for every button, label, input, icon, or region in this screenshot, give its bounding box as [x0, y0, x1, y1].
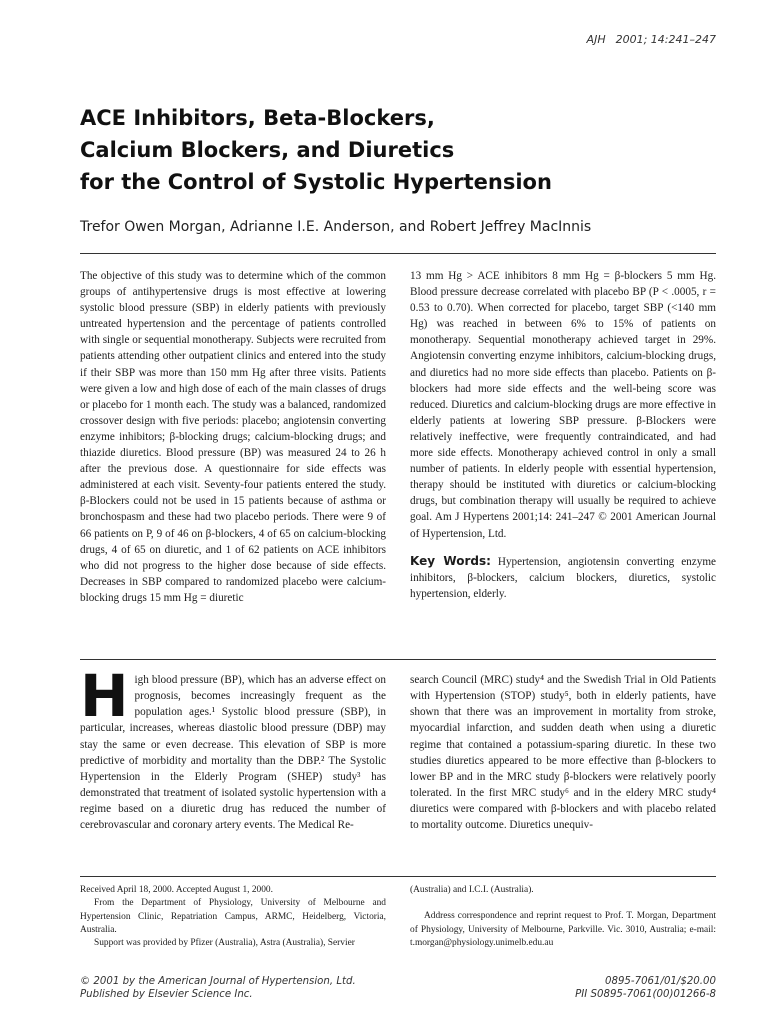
notes-divider: [80, 876, 716, 877]
journal-abbreviation: AJH: [586, 33, 606, 46]
journal-citation: [587, 33, 716, 46]
issn-price: 0895-7061/01/$20.00: [604, 976, 716, 987]
affiliation-note: From the Department of Physiology, University of Melbourne and Hypertension Clinic, Repatriation Campus, ARMC, Heidelberg, Victoria, Australia.: [80, 898, 386, 935]
correspondence-note: Address correspondence and reprint request to Prof. T. Morgan, Department of Physiology, University of Melbourne, Parkville. Vic. 3010, Australia; e-mail: t.morgan@physiology.unimelb.edu.au: [410, 911, 716, 948]
body-column-right: [410, 672, 716, 834]
footer-left: [80, 975, 356, 1001]
support-note: Support was provided by Pfizer (Australia), Astra (Australia), Servier: [94, 938, 355, 949]
notes-column-left: [80, 884, 386, 950]
title-line-1: ACE Inhibitors, Beta-Blockers,: [80, 106, 435, 130]
received-dates: Received April 18, 2000. Accepted August 1, 2000.: [80, 885, 273, 895]
volume-pages: 2001; 14:241–247: [615, 33, 716, 46]
intro-text-left: igh blood pressure (BP), which has an adverse effect on prognosis, becomes increasingly frequent as the population ages.¹ Systolic blood pressure (SBP), in particular, increases, whereas diastolic blood pressure (DBP) may stay the same or even decrease. This elevation of SBP is more predictive of morbidity and mortality than the DBP.² The Systolic Hypertension in the Elderly Program (SHEP) study³ has demonstrated that treatment of isolated systolic hypertension with a regime based on a diuretic drug has reduced the number of cerebrovascular and coronary artery events. The Medical Re-: [80, 674, 386, 832]
abstract-text-right: 13 mm Hg > ACE inhibitors 8 mm Hg = β-blockers 5 mm Hg. Blood pressure decrease correlated with placebo BP (P < .0005, r = 0.53 to 0.70). When corrected for placebo, target SBP (<140 mm Hg) was reached in between 6% to 15% of patients on monotherapy. Sequential monotherapy achieved target in 29%. Angiotensin converting enzyme inhibitors, calcium-blocking drugs, and diuretics had no more side effects than placebo. Patients on β-blockers had more side effects and the well-being score was reduced. Diuretics and calcium-blocking drugs are more effective in elderly patients at lowering SBP pressure. β-Blockers were relatively ineffective, were frequently contraindicated, and had more side effects. Monotherapy achieved control in only a small number of patients. In elderly people with essential hypertension, therapy should be instituted with diuretics or calcium-blocking drugs, but combination therapy will usually be required to achieve goal. Am J Hypertens 2001;14: 241–247 © 2001 American Journal of Hypertension, Ltd.: [410, 270, 716, 540]
abstract-column-left: [80, 268, 386, 606]
body-column-left: [80, 662, 386, 834]
abstract-column-right: [410, 268, 716, 602]
abstract-text-left: The objective of this study was to determine which of the common groups of antihypertensive drugs is most effective at lowering systolic blood pressure (SBP) in elderly patients with previously untreated hypertension and the percentage of patients controlled with single or sequential monotherapy. Subjects were recruited from patients attending other outpatient clinics and entered into the study if their SBP was more than 150 mm Hg after three visits. Patients were given a low and high dose of each of the main classes of drugs or placebo for 1 month each. The study was a balanced, randomized crossover design with five periods: placebo; angiotensin converting enzyme inhibitors; β-blocking drugs; calcium-blocking drugs; and thiazide diuretics. Blood pressure (BP) was measured 24 to 26 h after the previous dose. A questionnaire for side effects was administered at each visit. Seventy-four patients entered the study. β-Blockers could not be used in 15 patients because of asthma or bronchospasm and these had two placebo periods. There were 9 of 66 patients on P, 9 of 46 on β-blockers, 4 of 65 on calcium-blocking drugs, 4 of 65 on diuretic, and 1 of 62 patients on ACE inhibitors who did not progress to the higher dose because of side effects. Decreases in SBP compared to randomized placebo were calcium-blocking drugs 15 mm Hg = diuretic: [80, 270, 386, 604]
keywords-label: Key Words:: [410, 553, 491, 568]
copyright-line: © 2001 by the American Journal of Hypertension, Ltd.: [80, 976, 356, 987]
pii-code: PII S0895-7061(00)01266-8: [575, 989, 716, 1000]
intro-text-right: search Council (MRC) study⁴ and the Swedish Trial in Old Patients with Hypertension (STOP) study⁵, both in elderly patients, have shown that there was an improvement in mortality from stroke, myocardial infarction, and sudden death when using a diuretic regime that contained a potassium-sparing diuretic. In these two studies diuretics appeared to be more effective than β-blockers to lower BP and in the MRC study β-blockers were relatively poorly tolerated. In the first MRC study⁶ and in the eldery MRC study⁴ diuretics were compared with β-blockers and with placebo related to mortality outcome. Diuretics unequiv-: [410, 674, 716, 832]
author-list: Trefor Owen Morgan, Adrianne I.E. Anderson, and Robert Jeffrey MacInnis: [80, 219, 592, 235]
title-line-2: Calcium Blockers, and Diuretics: [80, 138, 455, 162]
notes-column-right: [410, 884, 716, 950]
drop-cap: H: [80, 662, 129, 730]
header-divider: [80, 253, 716, 254]
article-title: [80, 102, 720, 198]
support-note-continued: (Australia) and I.C.I. (Australia).: [410, 885, 534, 895]
publisher-line: Published by Elsevier Science Inc.: [80, 989, 253, 1000]
abstract-divider: [80, 659, 716, 660]
keywords-text: Hypertension, angiotensin converting enzyme inhibitors, β-blockers, calcium blockers, diuretics, systolic hypertension, elderly.: [410, 555, 717, 600]
title-line-3: for the Control of Systolic Hypertension: [80, 170, 552, 194]
footer-right: [575, 975, 716, 1001]
keywords: [410, 553, 716, 602]
